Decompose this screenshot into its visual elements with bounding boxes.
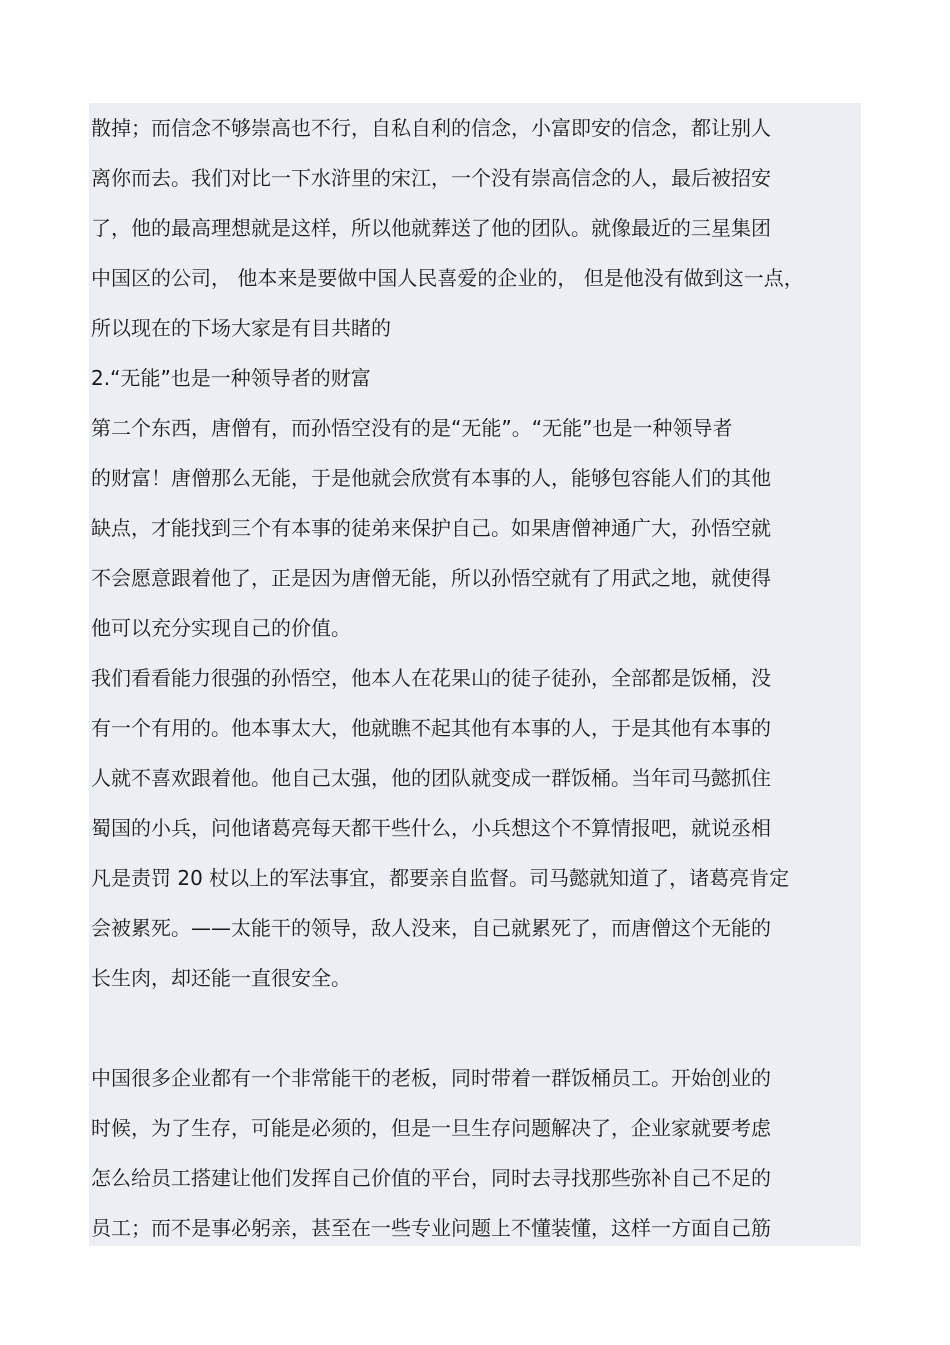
text-line: 长生肉，却还能一直很安全。 <box>91 966 351 990</box>
text-line: 他可以充分实现自己的价值。 <box>91 616 351 640</box>
text-line: 了，他的最高理想就是这样，所以他就葬送了他的团队。就像最近的三星集团 <box>91 216 771 240</box>
text-line: 散掉；而信念不够崇高也不行，自私自利的信念，小富即安的信念，都让别人 <box>91 116 771 140</box>
document-body <box>91 103 851 1253</box>
text-line: 蜀国的小兵，问他诸葛亮每天都干些什么，小兵想这个不算情报吧，就说丞相 <box>91 816 771 840</box>
text-line: 离你而去。我们对比一下水浒里的宋江，一个没有崇高信念的人，最后被招安 <box>91 166 771 190</box>
text-line: 员工；而不是事必躬亲，甚至在一些专业问题上不懂装懂，这样一方面自己筋 <box>91 1216 771 1240</box>
text-line: 有一个有用的。他本事太大，他就瞧不起其他有本事的人，于是其他有本事的 <box>91 716 771 740</box>
text-line: 我们看看能力很强的孙悟空，他本人在花果山的徒子徒孙，全部都是饭桶，没 <box>91 666 771 690</box>
text-line: 会被累死。——太能干的领导，敌人没来，自己就累死了，而唐僧这个无能的 <box>91 916 771 940</box>
text-line: 时候，为了生存，可能是必须的，但是一旦生存问题解决了，企业家就要考虑 <box>91 1116 771 1140</box>
section-heading: 2.“无能”也是一种领导者的财富 <box>91 366 371 390</box>
text-line: 缺点，才能找到三个有本事的徒弟来保护自己。如果唐僧神通广大，孙悟空就 <box>91 516 771 540</box>
text-line: 所以现在的下场大家是有目共睹的 <box>91 316 391 340</box>
paragraph-spacer <box>91 1003 851 1053</box>
text-line: 中国很多企业都有一个非常能干的老板，同时带着一群饭桶员工。开始创业的 <box>91 1066 771 1090</box>
text-line: 怎么给员工搭建让他们发挥自己价值的平台，同时去寻找那些弥补自己不足的 <box>91 1166 771 1190</box>
text-line: 人就不喜欢跟着他。他自己太强，他的团队就变成一群饭桶。当年司马懿抓住 <box>91 766 771 790</box>
text-line: 第二个东西，唐僧有，而孙悟空没有的是“无能”。“无能”也是一种领导者 <box>91 416 733 440</box>
text-line: 的财富！唐僧那么无能，于是他就会欣赏有本事的人，能够包容能人们的其他 <box>91 466 771 490</box>
text-line: 中国区的公司， 他本来是要做中国人民喜爱的企业的， 但是他没有做到这一点， <box>91 266 804 290</box>
text-line: 不会愿意跟着他了，正是因为唐僧无能，所以孙悟空就有了用武之地，就使得 <box>91 566 771 590</box>
text-line: 凡是责罚 20 杖以上的军法事宜，都要亲自监督。司马懿就知道了，诸葛亮肯定 <box>91 866 790 890</box>
